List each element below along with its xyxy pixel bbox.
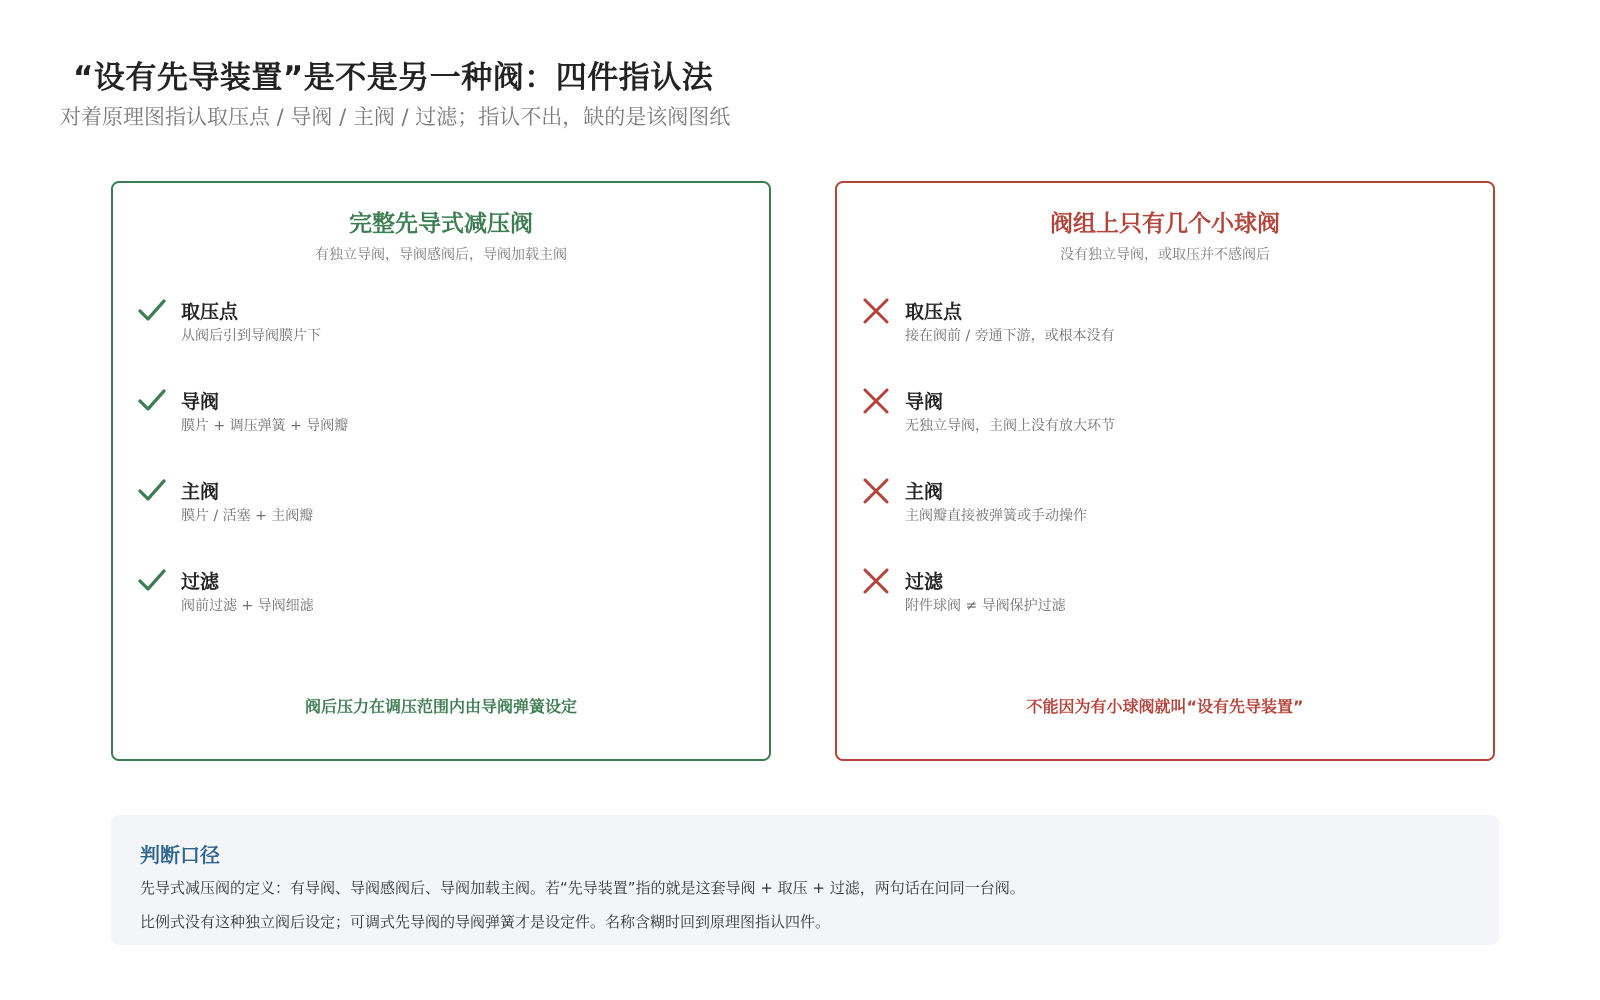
cross-icon <box>861 566 891 596</box>
item-label: 导阀 <box>905 391 944 413</box>
item-desc: 膜片 / 活塞 + 主阀瓣 <box>181 508 314 524</box>
item-desc: 膜片 + 调压弹簧 + 导阀瓣 <box>181 418 349 434</box>
judgement-note <box>111 815 1499 945</box>
list-item <box>137 296 737 356</box>
cross-icon <box>861 476 891 506</box>
item-label: 取压点 <box>181 301 239 323</box>
item-desc: 接在阀前 / 旁通下游，或根本没有 <box>905 328 1115 344</box>
check-icon <box>137 386 167 416</box>
list-item <box>137 566 737 626</box>
item-label: 过滤 <box>181 571 220 593</box>
complete-pilot-valve-panel <box>111 181 771 761</box>
cross-icon <box>861 296 891 326</box>
page-title: “设有先导装置”是不是另一种阀：四件指认法 <box>73 60 714 96</box>
item-label: 主阀 <box>181 481 220 503</box>
panel-title: 阀组上只有几个小球阀 <box>1050 211 1280 237</box>
list-item <box>861 476 1461 536</box>
note-line: 先导式减压阀的定义：有导阀、导阀感阀后、导阀加载主阀。若“先导装置”指的就是这套导阀 + 取压 + 过滤，两句话在问同一台阀。 <box>140 879 1025 897</box>
panel-footer: 阀后压力在调压范围内由导阀弹簧设定 <box>304 697 577 716</box>
item-label: 过滤 <box>905 571 944 593</box>
item-desc: 阀前过滤 + 导阀细滤 <box>181 598 314 614</box>
list-item <box>861 296 1461 356</box>
note-title: 判断口径 <box>140 843 220 867</box>
panel-title: 完整先导式减压阀 <box>349 211 533 237</box>
item-desc: 从阀后引到导阀膜片下 <box>181 328 321 344</box>
item-label: 主阀 <box>905 481 944 503</box>
note-line: 比例式没有这种独立阀后设定；可调式先导阀的导阀弹簧才是设定件。名称含糊时回到原理图指认四件。 <box>140 913 831 931</box>
check-icon <box>137 296 167 326</box>
item-label: 导阀 <box>181 391 220 413</box>
item-desc: 无独立导阀，主阀上没有放大环节 <box>905 418 1115 434</box>
list-item <box>861 386 1461 446</box>
list-item <box>861 566 1461 626</box>
check-icon <box>137 566 167 596</box>
ball-valves-only-panel <box>835 181 1495 761</box>
check-icon <box>137 476 167 506</box>
panel-footer: 不能因为有小球阀就叫“设有先导装置” <box>1026 697 1304 716</box>
cross-icon <box>861 386 891 416</box>
page-subtitle: 对着原理图指认取压点 / 导阀 / 主阀 / 过滤；指认不出，缺的是该阀图纸 <box>60 105 731 129</box>
item-desc: 主阀瓣直接被弹簧或手动操作 <box>905 508 1087 524</box>
list-item <box>137 476 737 536</box>
panel-subtitle: 没有独立导阀，或取压并不感阀后 <box>1060 247 1270 263</box>
list-item <box>137 386 737 446</box>
item-label: 取压点 <box>905 301 963 323</box>
panel-subtitle: 有独立导阀，导阀感阀后，导阀加载主阀 <box>315 247 567 263</box>
item-desc: 附件球阀 ≠ 导阀保护过滤 <box>905 598 1066 614</box>
